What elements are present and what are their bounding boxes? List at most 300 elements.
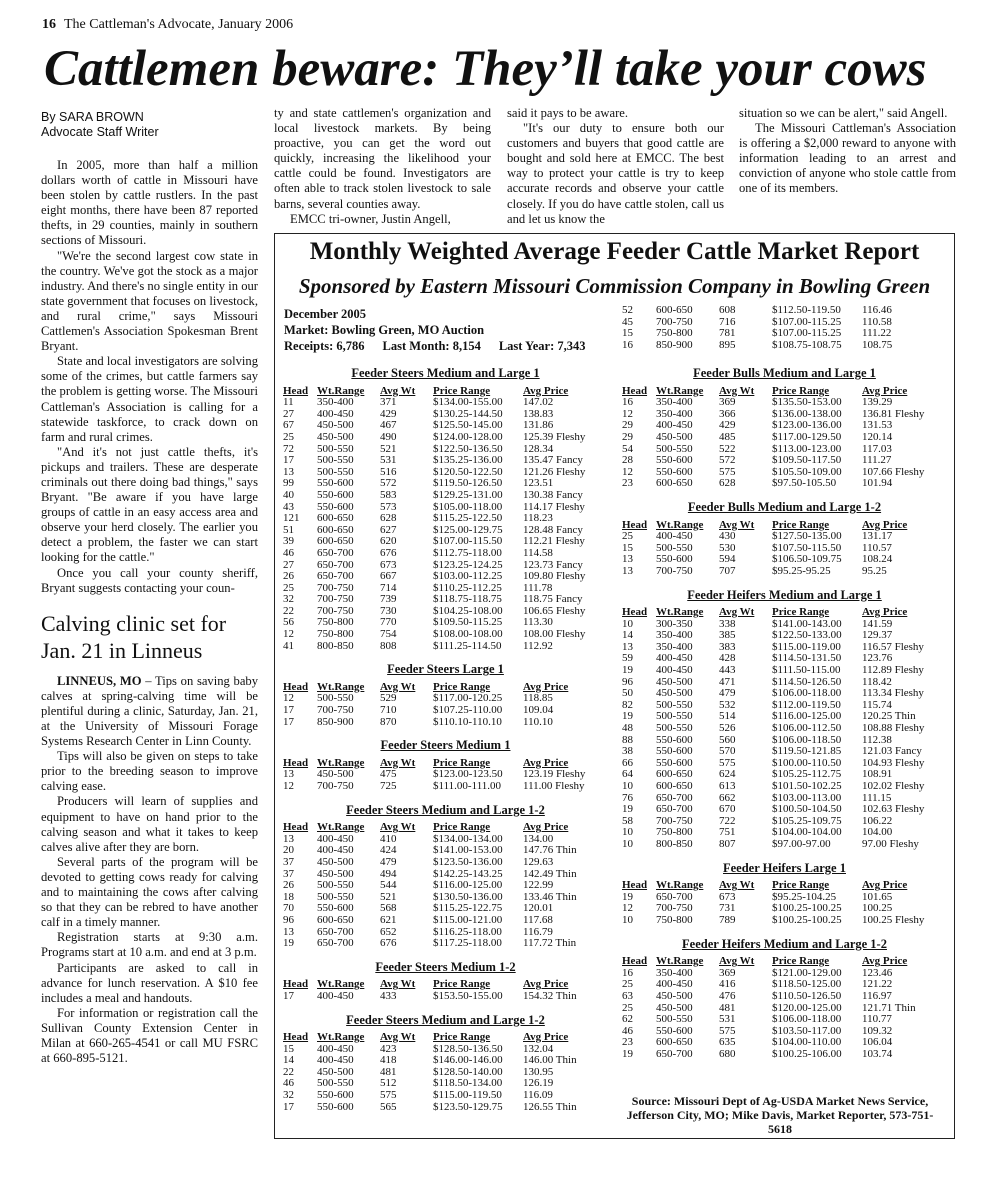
- table-cell: 32: [283, 593, 294, 606]
- table-row: [622, 839, 942, 851]
- table-cell: 27: [283, 558, 294, 571]
- table-cell: 514: [719, 710, 736, 723]
- table-cell: 722: [719, 814, 736, 827]
- table-cell: 450-500: [656, 675, 693, 688]
- report-receipts-line: [284, 338, 604, 354]
- column-header: Head: [283, 680, 309, 693]
- table-cell: 531: [380, 454, 397, 467]
- table-cell: 770: [380, 616, 397, 629]
- table-cell: 106.65 Fleshy: [523, 604, 586, 617]
- column-header: Head: [283, 756, 309, 769]
- table-cell: 750-800: [656, 826, 693, 839]
- table-cell: 12: [283, 628, 294, 641]
- table-cell: $118.50-134.00: [433, 1077, 503, 1090]
- table-cell: 25: [622, 530, 633, 543]
- table-cell: 550-600: [656, 733, 693, 746]
- column-header: Price Range: [433, 978, 491, 991]
- market-table: [283, 979, 603, 1002]
- article-paragraph: said it pays to be aware.: [507, 106, 628, 120]
- last-month: Last Month: 8,154: [382, 339, 481, 353]
- table-cell: 450-500: [317, 768, 354, 781]
- column-header: Head: [283, 978, 309, 991]
- table-cell: $153.50-155.00: [433, 989, 503, 1002]
- table-cell: 560: [719, 733, 736, 746]
- table-row: [622, 531, 942, 543]
- table-cell: $105.50-109.00: [772, 465, 842, 478]
- table-cell: $141.00-153.00: [433, 844, 503, 857]
- table-cell: $116.00-125.00: [433, 879, 503, 892]
- column-header: Avg Price: [862, 518, 908, 531]
- table-cell: 550-600: [656, 553, 693, 566]
- table-cell: 700-750: [317, 581, 354, 594]
- table-cell: 40: [283, 488, 294, 501]
- table-cell: 76: [622, 791, 633, 804]
- table-cell: 10: [622, 617, 633, 630]
- table-cell: 600-650: [317, 523, 354, 536]
- table-cell: 600-650: [317, 535, 354, 548]
- column-header: Head: [283, 821, 309, 834]
- table-cell: 350-400: [317, 396, 354, 409]
- column-header: Avg Wt: [380, 1031, 416, 1044]
- column-header: Avg Wt: [380, 680, 416, 693]
- table-cell: $142.25-143.25: [433, 867, 503, 880]
- column-header: Avg Price: [862, 384, 908, 397]
- table-cell: 108.75: [862, 338, 893, 351]
- section-title: Feeder Steers Medium and Large 1-2: [346, 802, 545, 817]
- table-cell: $107.25-110.00: [433, 704, 503, 717]
- table-cell: 600-650: [656, 304, 693, 316]
- table-cell: 72: [283, 442, 294, 455]
- table-cell: 383: [719, 640, 736, 653]
- table-cell: 95.25: [862, 564, 887, 577]
- market-section: [622, 587, 947, 851]
- table-cell: 667: [380, 570, 397, 583]
- table-cell: 100.25 Fleshy: [862, 913, 925, 926]
- table-cell: $103.50-117.00: [772, 1024, 842, 1037]
- table-cell: 781: [719, 327, 736, 340]
- table-cell: 350-400: [656, 966, 693, 979]
- table-row: [622, 305, 942, 317]
- table-cell: 11: [283, 396, 294, 409]
- table-cell: $127.50-135.00: [772, 530, 842, 543]
- table-cell: 123.46: [862, 966, 893, 979]
- column-header: Wt.Range: [656, 955, 704, 968]
- left-table-column: [283, 368, 608, 1125]
- table-cell: 147.76 Thin: [523, 844, 577, 857]
- table-cell: 531: [719, 1013, 736, 1026]
- column-header: Head: [622, 518, 648, 531]
- table-cell: 107.66 Fleshy: [862, 465, 925, 478]
- table-cell: $141.00-143.00: [772, 617, 842, 630]
- table-cell: 500-550: [656, 722, 693, 735]
- table-cell: 18: [283, 890, 294, 903]
- table-cell: 17: [283, 1100, 294, 1113]
- table-cell: 485: [719, 430, 736, 443]
- table-cell: 754: [380, 628, 397, 641]
- table-cell: 138.83: [523, 407, 554, 420]
- column-header: Wt.Range: [656, 879, 704, 892]
- table-cell: 104.00: [862, 826, 893, 839]
- table-cell: 120.01: [523, 902, 554, 915]
- table-cell: 532: [719, 698, 736, 711]
- column-header: Wt.Range: [656, 606, 704, 619]
- table-cell: 109.32: [862, 1024, 893, 1037]
- table-cell: 13: [622, 553, 633, 566]
- column-header: Wt.Range: [317, 978, 365, 991]
- market-table: [283, 1032, 603, 1113]
- table-cell: 112.38: [862, 733, 892, 746]
- table-cell: 676: [380, 546, 397, 559]
- table-row: [622, 1049, 942, 1061]
- table-cell: 109.04: [523, 704, 554, 717]
- table-cell: 573: [380, 500, 397, 513]
- table-cell: $119.50-126.50: [433, 477, 503, 490]
- table-cell: $121.00-129.00: [772, 966, 842, 979]
- column-header: Head: [622, 384, 648, 397]
- table-cell: $122.50-133.00: [772, 629, 842, 642]
- table-cell: 111.15: [862, 791, 892, 804]
- table-cell: $110.50-126.50: [772, 989, 842, 1002]
- table-row: [283, 781, 603, 793]
- table-cell: 650-700: [656, 890, 693, 903]
- table-cell: 410: [380, 832, 397, 845]
- table-cell: 624: [719, 768, 736, 781]
- table-cell: $135.50-153.00: [772, 396, 842, 409]
- table-cell: 16: [622, 338, 633, 351]
- table-cell: 15: [622, 327, 633, 340]
- table-row: [622, 1014, 942, 1026]
- table-row: [283, 571, 603, 583]
- table-cell: 725: [380, 780, 397, 792]
- table-cell: 54: [622, 442, 633, 455]
- table-cell: 565: [380, 1100, 397, 1113]
- table-cell: $119.50-121.85: [772, 745, 842, 758]
- table-row: [283, 490, 603, 502]
- table-cell: 471: [719, 675, 736, 688]
- table-cell: 400-450: [317, 844, 354, 857]
- table-cell: 475: [380, 768, 397, 781]
- article-paragraph: In 2005, more than half a million dollars worth of cattle in Missouri have been stolen by cattle rustlers. In the past eight months, there have been 87 reported thefts, in 29 counties, mainly in southern sections of Missouri.: [41, 158, 258, 248]
- table-cell: 710: [380, 704, 397, 717]
- article-paragraph: ty and state cattlemen's organization and local livestock markets. By being proactive, you can get the word out quickly, increasing the likelihood your cattle could be found. Investigators are often able to track stolen livestock to sale barns, several counties away.: [274, 106, 491, 211]
- table-cell: 521: [380, 442, 397, 455]
- clinic-paragraph: Several parts of the program will be devoted to getting cows ready for calving and to maintaining the cows after calving so that they can be rebred to have another calf in a timely manner.: [41, 854, 258, 930]
- report-market: Market: Bowling Green, MO Auction: [284, 323, 485, 337]
- table-cell: $106.00-118.00: [772, 687, 842, 700]
- table-cell: 600-650: [656, 1036, 693, 1049]
- article-column-1: [41, 110, 258, 1066]
- table-cell: 118.23: [523, 512, 553, 525]
- table-cell: 620: [380, 535, 397, 548]
- table-cell: 621: [380, 913, 397, 926]
- section-title: Feeder Heifers Large 1: [723, 860, 846, 875]
- table-cell: 423: [380, 1042, 397, 1055]
- table-cell: $100.25-100.25: [772, 913, 842, 926]
- table-cell: $114.50-126.50: [772, 675, 842, 688]
- table-cell: 450-500: [317, 1065, 354, 1078]
- table-cell: 118.85: [523, 692, 553, 705]
- table-cell: 429: [719, 419, 736, 432]
- table-cell: 730: [380, 604, 397, 617]
- table-cell: 707: [719, 564, 736, 577]
- dateline: LINNEUS, MO: [57, 673, 142, 688]
- table-cell: 467: [380, 419, 397, 432]
- table-cell: 108.24: [862, 553, 893, 566]
- table-cell: 126.19: [523, 1077, 554, 1090]
- table-cell: 750-800: [656, 327, 693, 340]
- table-cell: $106.00-118.00: [772, 1013, 842, 1026]
- table-cell: 700-750: [656, 564, 693, 577]
- table-row: [622, 566, 942, 578]
- table-row: [283, 880, 603, 892]
- column-header: Wt.Range: [317, 756, 365, 769]
- table-cell: 650-700: [656, 803, 693, 816]
- column-header: Avg Price: [862, 955, 908, 968]
- table-cell: 895: [719, 338, 736, 351]
- table-cell: 110.58: [862, 315, 892, 328]
- market-section: [622, 368, 947, 490]
- table-cell: 800-850: [317, 639, 354, 652]
- table-row: [283, 991, 603, 1003]
- section-title: Feeder Bulls Medium and Large 1: [693, 366, 876, 380]
- column-header: Avg Wt: [380, 821, 416, 834]
- table-cell: $118.50-125.00: [772, 978, 842, 991]
- table-cell: $117.25-118.00: [433, 937, 502, 950]
- table-cell: 67: [283, 419, 294, 432]
- report-subtitle: Sponsored by Eastern Missouri Commission Company in Bowling Green: [298, 274, 931, 298]
- article-paragraph: "We're the second largest cow state in the country. We've got the stock as a major industry. And there's no single entity in our state government that focuses on livestock, and rural crime," says Missouri Cattlemen's Association Spokesman Brent Bryant.: [41, 248, 258, 354]
- table-row: [622, 665, 942, 677]
- table-cell: 52: [622, 304, 633, 316]
- article-column-4: [739, 106, 956, 197]
- table-cell: 115.74: [862, 698, 892, 711]
- section-title: Feeder Steers Medium 1: [380, 738, 511, 753]
- table-cell: $129.25-131.00: [433, 488, 503, 501]
- table-cell: 371: [380, 396, 397, 409]
- table-cell: 450-500: [317, 430, 354, 443]
- table-cell: $106.00-118.50: [772, 733, 842, 746]
- table-cell: $135.25-136.00: [433, 454, 503, 467]
- table-cell: $118.75-118.75: [433, 593, 502, 606]
- table-cell: 627: [380, 523, 397, 536]
- table-cell: $116.00-125.00: [772, 710, 842, 723]
- clinic-paragraph: Registration starts at 9:30 a.m. Programs start at 10 a.m. and end at 3 p.m.: [41, 930, 258, 960]
- table-cell: 128.48 Fancy: [523, 523, 583, 536]
- table-cell: $111.00-111.00: [433, 780, 502, 792]
- article-paragraph: Once you call your county sheriff, Bryant suggests contacting your coun-: [41, 565, 258, 595]
- table-cell: 82: [622, 698, 633, 711]
- table-cell: 63: [622, 989, 633, 1002]
- table-cell: 56: [283, 616, 294, 629]
- column-header: Price Range: [772, 955, 830, 968]
- table-cell: $125.50-145.00: [433, 419, 503, 432]
- market-table: [622, 607, 942, 850]
- table-cell: 121.03 Fancy: [862, 745, 922, 758]
- table-cell: $123.25-124.25: [433, 558, 503, 571]
- table-cell: $112.75-118.00: [433, 546, 502, 559]
- table-cell: 750-800: [656, 913, 693, 926]
- table-cell: 600-650: [317, 913, 354, 926]
- table-cell: $128.50-136.50: [433, 1042, 503, 1055]
- table-cell: 14: [622, 629, 633, 642]
- article-paragraph: "And it's not just cattle thefts, it's pickups and trailers. These are desperate criminals out there doing bad things," says Bryant. "Be aware if you have large groups of cattle in an easy access area and observe your herd closely. The earlier you detect a problem, the faster we can start looking for the cattle.": [41, 444, 258, 565]
- table-cell: 146.00 Thin: [523, 1054, 577, 1067]
- table-cell: 500-550: [656, 698, 693, 711]
- table-cell: $95.25-95.25: [772, 564, 831, 577]
- table-cell: $100.25-100.25: [772, 902, 842, 915]
- table-cell: 400-450: [656, 652, 693, 665]
- market-section: [283, 368, 608, 652]
- clinic-paragraph: LINNEUS, MO – Tips on saving baby calves at spring-calving time will be plentiful during a clinic, Saturday, Jan. 21, at the University of Missouri Forage Systems Research Center in Linn County.: [41, 673, 259, 749]
- table-cell: $123.50-136.00: [433, 855, 503, 868]
- table-cell: 125.39 Fleshy: [523, 430, 586, 443]
- table-cell: 350-400: [656, 640, 693, 653]
- article-column-2: [274, 106, 491, 227]
- byline-author: By SARA BROWN: [41, 110, 144, 124]
- clinic-paragraph: Tips will also be given on steps to take prior to the breeding season to improve calving ease.: [41, 749, 258, 794]
- table-cell: 117.03: [862, 442, 892, 455]
- table-cell: 99: [283, 477, 294, 490]
- table-row: [283, 1090, 603, 1102]
- table-cell: 12: [622, 902, 633, 915]
- table-cell: $111.50-115.00: [772, 664, 841, 677]
- table-cell: $112.50-119.50: [772, 304, 841, 316]
- table-cell: 114.17 Fleshy: [523, 500, 585, 513]
- column-header: Head: [283, 1031, 309, 1044]
- column-header: Avg Price: [523, 821, 569, 834]
- table-cell: 38: [622, 745, 633, 758]
- table-cell: 118.75 Fancy: [523, 593, 583, 606]
- clinic-paragraph: Producers will learn of supplies and equipment to have on hand prior to the calving season and what it takes to keep calves alive after they are born.: [41, 794, 258, 854]
- table-cell: 48: [622, 722, 633, 735]
- table-cell: 650-700: [317, 925, 354, 938]
- table-row: [622, 991, 942, 1003]
- table-cell: 58: [622, 814, 633, 827]
- table-cell: $117.00-120.25: [433, 692, 503, 705]
- table-cell: 103.74: [862, 1047, 893, 1060]
- table-cell: $104.25-108.00: [433, 604, 503, 617]
- table-cell: 526: [719, 722, 736, 735]
- table-cell: 700-750: [317, 704, 354, 717]
- column-header: Avg Wt: [719, 955, 755, 968]
- table-cell: 433: [380, 989, 397, 1002]
- table-cell: 108.88 Fleshy: [862, 722, 925, 735]
- table-cell: 17: [283, 454, 294, 467]
- market-section: [622, 499, 947, 578]
- table-cell: 613: [719, 780, 736, 792]
- table-cell: 550-600: [656, 1024, 693, 1037]
- table-cell: $123.00-136.00: [772, 419, 842, 432]
- table-cell: 13: [622, 564, 633, 577]
- table-cell: $111.25-114.50: [433, 639, 502, 652]
- table-cell: 22: [283, 1065, 294, 1078]
- table-cell: 51: [283, 523, 294, 536]
- table-cell: 46: [622, 1024, 633, 1037]
- publication-name: The Cattleman's Advocate, January 2006: [64, 17, 294, 32]
- section-title: Feeder Steers Medium and Large 1-2: [346, 1012, 545, 1027]
- table-cell: 575: [719, 756, 736, 769]
- column-header: Avg Price: [523, 1031, 569, 1044]
- table-cell: 101.65: [862, 890, 893, 903]
- table-cell: 46: [283, 1077, 294, 1090]
- table-cell: $114.50-131.50: [772, 652, 842, 665]
- table-cell: 32: [283, 1089, 294, 1102]
- column-header: Price Range: [433, 680, 491, 693]
- table-cell: 751: [719, 826, 736, 839]
- table-cell: 443: [719, 664, 736, 677]
- clinic-paragraph: For information or registration call the Sullivan County Extension Center in Milan at 660-265-4541 or call MU FSRC at 660-895-5121.: [41, 1005, 258, 1066]
- table-cell: 550-600: [656, 465, 693, 478]
- market-table: [283, 682, 603, 728]
- column-header: Price Range: [433, 384, 491, 397]
- table-cell: 450-500: [317, 419, 354, 432]
- table-cell: $136.00-138.00: [772, 407, 842, 420]
- table-cell: 110.10: [523, 715, 553, 728]
- table-cell: $109.50-115.25: [433, 616, 503, 629]
- table-cell: 19: [283, 937, 294, 950]
- table-cell: 500-550: [317, 1077, 354, 1090]
- table-cell: 25: [622, 978, 633, 991]
- table-cell: 700-750: [656, 315, 693, 328]
- table-cell: 512: [380, 1077, 397, 1090]
- table-cell: 10: [622, 837, 633, 850]
- table-cell: 670: [719, 803, 736, 816]
- table-cell: 111.22: [862, 327, 892, 340]
- table-cell: 128.34: [523, 442, 554, 455]
- table-cell: 22: [283, 604, 294, 617]
- table-cell: $134.00-155.00: [433, 396, 503, 409]
- table-cell: 450-500: [317, 855, 354, 868]
- table-cell: 400-450: [317, 1042, 354, 1055]
- table-cell: 550-600: [317, 500, 354, 513]
- page-number: 16: [42, 17, 56, 32]
- table-cell: 400-450: [656, 978, 693, 991]
- table-cell: $100.00-110.50: [772, 756, 842, 769]
- table-cell: 575: [719, 465, 736, 478]
- table-cell: 481: [719, 1001, 736, 1014]
- table-cell: 116.09: [523, 1089, 553, 1102]
- table-cell: 500-550: [317, 692, 354, 705]
- table-cell: 97.00 Fleshy: [862, 837, 919, 850]
- table-row: [283, 432, 603, 444]
- table-cell: $109.50-117.50: [772, 454, 842, 467]
- calving-clinic-headline: Calving clinic set for Jan. 21 in Linneus: [41, 610, 227, 663]
- section-title: Feeder Bulls Medium and Large 1-2: [687, 499, 882, 514]
- table-cell: 15: [622, 541, 633, 554]
- table-row: [622, 432, 942, 444]
- table-cell: $122.50-136.50: [433, 442, 503, 455]
- table-cell: 133.46 Thin: [523, 890, 577, 903]
- table-cell: 12: [622, 465, 633, 478]
- column-header: Wt.Range: [317, 384, 365, 397]
- table-cell: 62: [622, 1013, 633, 1026]
- table-row: [622, 723, 942, 735]
- table-cell: 550-600: [317, 477, 354, 490]
- column-header: Avg Price: [523, 756, 569, 769]
- article-paragraph: State and local investigators are solving some of the crimes, but cattle farmers say the problem is getting worse. The Missouri Cattleman's Association is calling for a statewide taskforce, to crack down on farm and rural crimes.: [41, 354, 258, 444]
- table-cell: 116.46: [862, 304, 892, 316]
- byline-title: Advocate Staff Writer: [41, 125, 159, 139]
- article-paragraph: situation so we can be alert," said Angell.: [739, 106, 948, 120]
- table-cell: 550-600: [656, 745, 693, 758]
- table-cell: $120.00-125.00: [772, 1001, 842, 1014]
- table-cell: 600-650: [656, 780, 693, 792]
- table-cell: 350-400: [656, 407, 693, 420]
- table-cell: 680: [719, 1047, 736, 1060]
- table-cell: 575: [380, 1089, 397, 1102]
- table-cell: $100.25-106.00: [772, 1047, 842, 1060]
- table-cell: $130.50-136.00: [433, 890, 503, 903]
